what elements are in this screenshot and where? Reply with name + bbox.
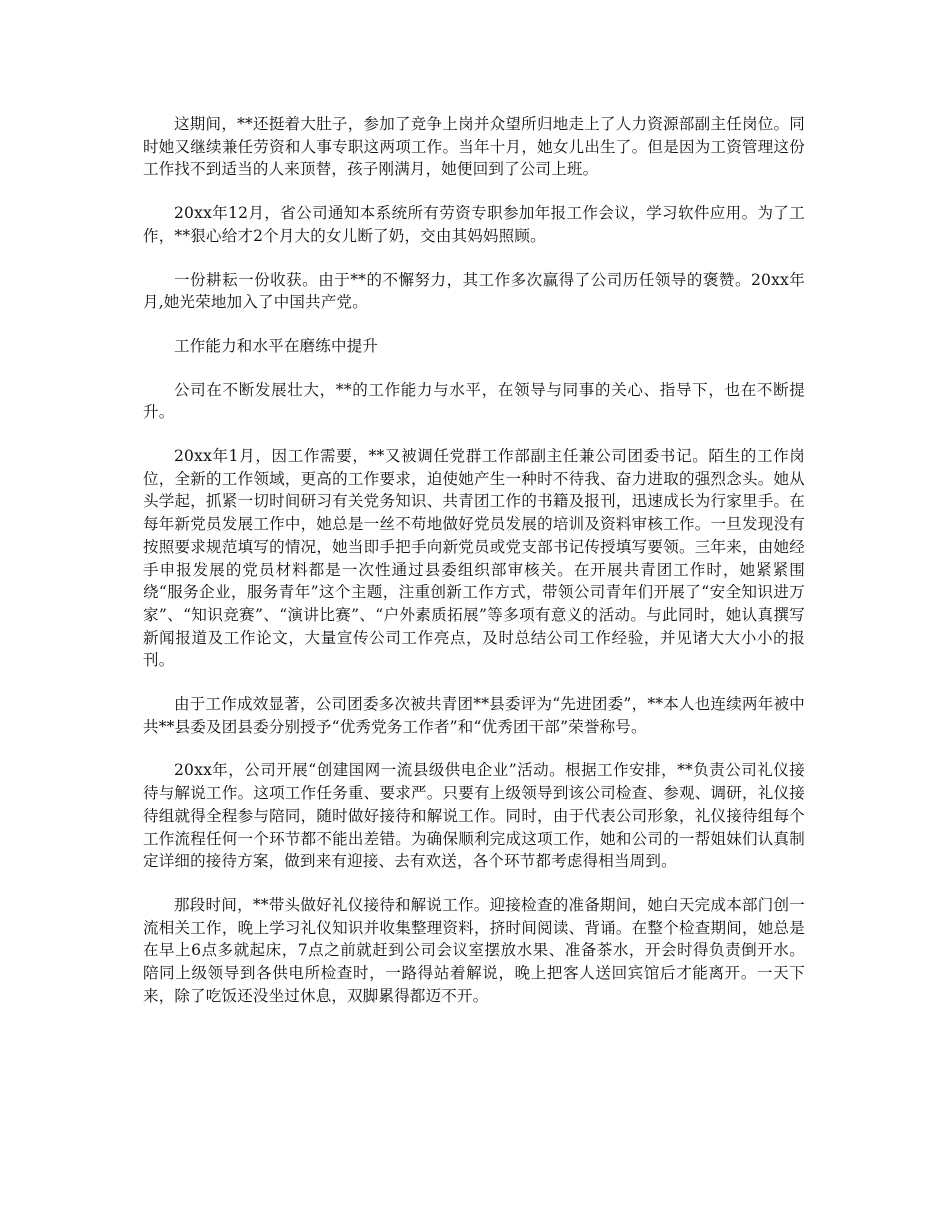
paragraph-4: 公司在不断发展壮大，**的工作能力与水平，在领导与同事的关心、指导下，也在不断提升。 [143, 380, 805, 422]
paragraph-5: 20xx年1月，因工作需要，**又被调任党群工作部副主任兼公司团委书记。陌生的工作岗位，全新的工作领域，更高的工作要求，迫使她产生一种时不待我、奋力进取的强烈念头。她从头学起，抓紧一切时间研习有关党务知识、共青团工作的书籍及报刊，迅速成长为行家里手。在每年新党员发展工作中，她总是一丝不苟地做好党员发展的培训及资料审核工作。一旦发现没有按照要求规范填写的情况，她当即手把手向新党员或党支部书记传授填写要领。三年来，由她经手申报发展的党员材料都是一次性通过县委组织部审核关。在开展共青团工作时，她紧紧围绕“服务企业，服务青年”这个主题，注重创新工作方式，带领公司青年们开展了“安全知识进万家”、“知识竞赛”、“演讲比赛”、“户外素质拓展”等多项有意义的活动。与此同时，她认真撰写新闻报道及工作论文，大量宣传公司工作亮点，及时总结公司工作经验，并见诸大大小小的报刊。 [143, 447, 805, 670]
paragraph-1: 这期间，**还挺着大肚子，参加了竞争上岗并众望所归地走上了人力资源部副主任岗位。同时她又继续兼任劳资和人事专职这两项工作。当年十月，她女儿出生了。但是因为工资管理这份工作找不到适当的人来顶替，孩子刚满月，她便回到了公司上班。 [143, 115, 805, 179]
paragraph-3: 一份耕耘一份收获。由于**的不懈努力，其工作多次赢得了公司历任领导的褒赞。20xx年月,她光荣地加入了中国共产党。 [143, 270, 805, 312]
paragraph-7: 20xx年，公司开展“创建国网一流县级供电企业”活动。根据工作安排，**负责公司礼仪接待与解说工作。这项工作任务重、要求严。只要有上级领导到该公司检查、参观、调研，礼仪接待组就得全程参与陪同，随时做好接待和解说工作。同时，由于代表公司形象，礼仪接待组每个工作流程任何一个环节都不能出差错。为确保顺利完成这项工作，她和公司的一帮姐妹们认真制定详细的接待方案，做到来有迎接、去有欢送，各个环节都考虑得相当周到。 [143, 761, 805, 871]
paragraph-8: 那段时间，**带头做好礼仪接待和解说工作。迎接检查的准备期间，她白天完成本部门创一流相关工作，晚上学习礼仪知识并收集整理资料，挤时间阅读、背诵。在整个检查期间，她总是在早上6点多就起床，7点之前就赶到公司会议室摆放水果、准备茶水，开会时得负责倒开水。陪同上级领导到各供电所检查时，一路得站着解说，晚上把客人送回宾馆后才能离开。一天下来，除了吃饭还没坐过休息，双脚累得都迈不开。 [143, 895, 805, 1005]
paragraph-6: 由于工作成效显著，公司团委多次被共青团**县委评为“先进团委”，**本人也连续两年被中共**县委及团县委分别授予“优秀党务工作者”和“优秀团干部”荣誉称号。 [143, 695, 805, 736]
document-body [143, 113, 805, 1029]
paragraph-2: 20xx年12月，省公司通知本系统所有劳资专职参加年报工作会议，学习软件应用。为了工作，**狠心给才2个月大的女儿断了奶，交由其妈妈照顾。 [143, 204, 805, 245]
section-heading: 工作能力和水平在磨练中提升 [174, 336, 379, 355]
